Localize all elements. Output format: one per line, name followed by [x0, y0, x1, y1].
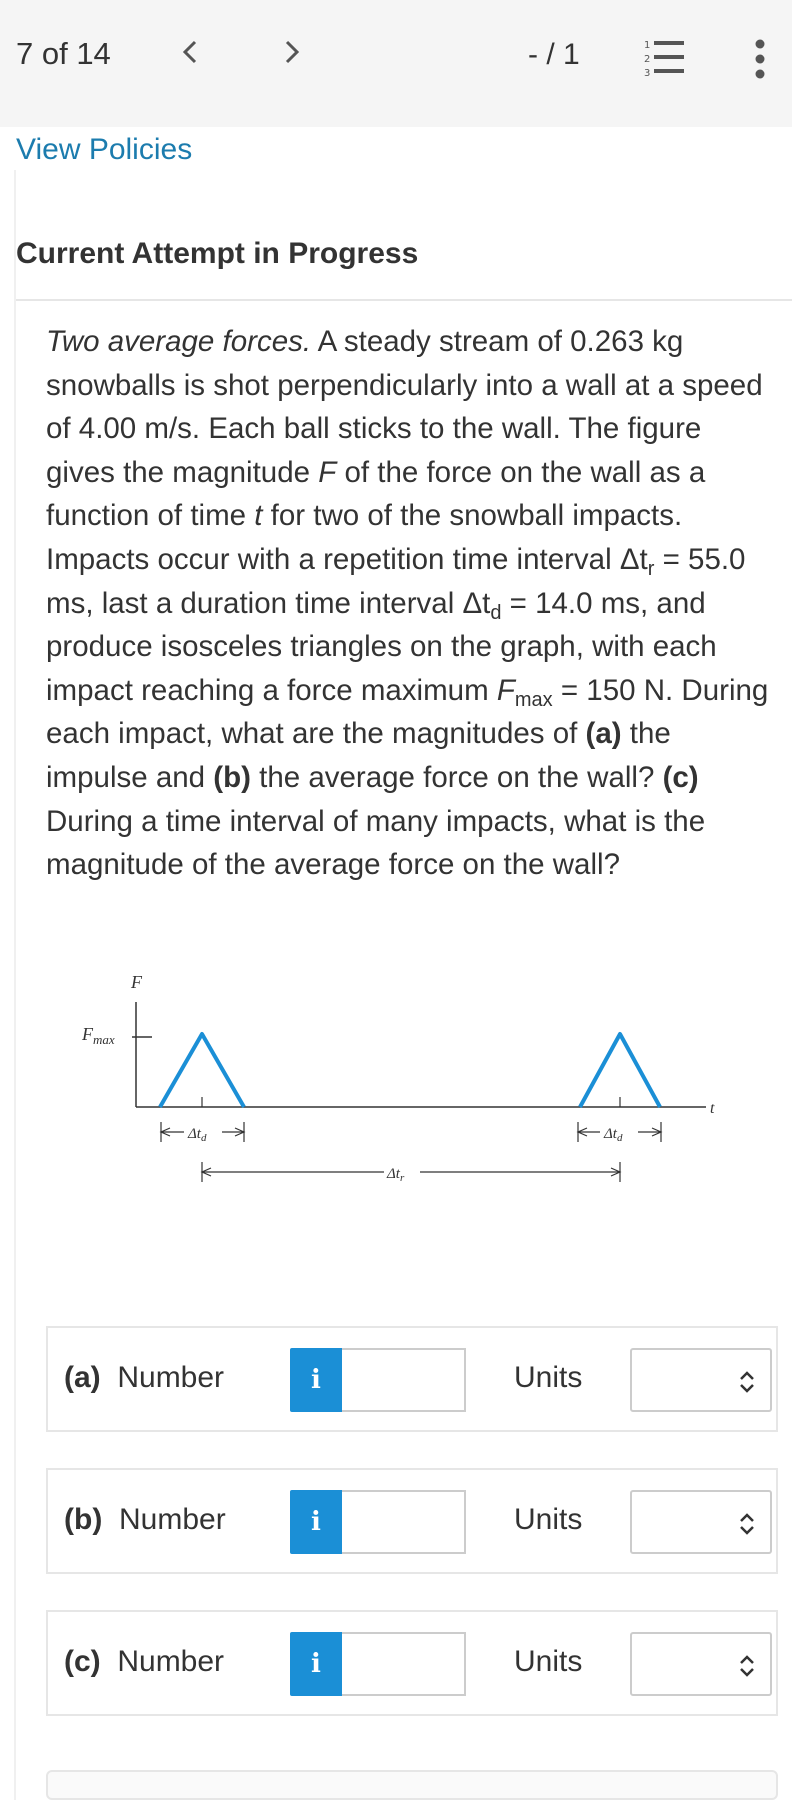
- info-icon: i: [311, 1649, 321, 1679]
- units-select-c[interactable]: [630, 1632, 772, 1696]
- units-label-c: Units: [514, 1645, 583, 1678]
- attempt-status-heading: Current Attempt in Progress: [16, 237, 419, 270]
- number-input-c[interactable]: [342, 1632, 466, 1696]
- info-button-a[interactable]: [290, 1348, 342, 1412]
- units-select-a[interactable]: [630, 1348, 772, 1412]
- info-icon: i: [311, 1365, 321, 1395]
- y-axis-label: F: [131, 972, 142, 992]
- force-time-figure: [76, 966, 756, 1206]
- answer-label-a: (a) Number: [64, 1361, 225, 1394]
- select-arrows-icon: [738, 1654, 756, 1678]
- info-button-b[interactable]: [290, 1490, 342, 1554]
- question-position: 7 of 14: [16, 36, 111, 71]
- impact-triangle-1: [160, 1034, 244, 1107]
- question-text: Two average forces. A steady stream of 0.263 kg snowballs is shot perpendicularly into a wall at a speed of 4.00 m/s. Each ball sticks to the wall. The figure gives the magnitude F of the force on the wall as a function of time t for two of the snowball impacts. Impacts occur with a repetition time interval $\Delta t_r = 55.0$ ms, last a duration time interval $\Delta t_d = 14.0$ ms, and produce isosceles triangles on the graph, with each impact reaching a force maximum $F_{max} = 150$ N. During each impact, what are the magnitudes of (a) the impulse and (b) the average force on the wall? (c) During a time interval of many impacts, what is the magnitude of the average force on the wall?: [46, 325, 769, 882]
- next-section-card: [46, 1770, 778, 1800]
- question-title: Two average forces.: [46, 325, 312, 358]
- chevron-left-icon: [180, 39, 200, 65]
- content-left-border: [14, 170, 16, 1800]
- numbered-list-icon: [640, 36, 688, 80]
- more-vertical-icon: [746, 36, 774, 84]
- page-count: - / 1: [528, 38, 580, 71]
- next-question-button[interactable]: [270, 30, 314, 74]
- chevron-right-icon: [282, 39, 302, 65]
- units-select-b[interactable]: [630, 1490, 772, 1554]
- assignment-nav-bar: [0, 0, 792, 127]
- delta-td-label-2: $\Delta t_d$: [604, 1126, 623, 1144]
- svg-text:3: 3: [644, 68, 651, 79]
- select-arrows-icon: [738, 1370, 756, 1394]
- answer-row-b: [46, 1468, 778, 1574]
- question-list-button[interactable]: [640, 36, 688, 80]
- units-label-b: Units: [514, 1503, 583, 1536]
- number-input-a[interactable]: [342, 1348, 466, 1412]
- select-arrows-icon: [738, 1512, 756, 1536]
- force-time-graph: [76, 966, 756, 1206]
- svg-text:1: 1: [644, 40, 651, 51]
- units-label-a: Units: [514, 1361, 583, 1394]
- previous-question-button[interactable]: [168, 30, 212, 74]
- t-axis-label: t: [710, 1100, 715, 1117]
- impact-triangle-2: [580, 1034, 660, 1107]
- answer-row-c: [46, 1610, 778, 1716]
- more-options-button[interactable]: [746, 36, 774, 84]
- answer-label-b: (b) Number: [64, 1503, 226, 1536]
- section-divider: [16, 299, 792, 301]
- info-icon: i: [311, 1507, 321, 1537]
- answer-label-c: (c) Number: [64, 1645, 225, 1678]
- view-policies-link[interactable]: View Policies: [16, 133, 193, 166]
- info-button-c[interactable]: [290, 1632, 342, 1696]
- delta-tr-label: $\Delta t_r$: [387, 1166, 405, 1184]
- number-input-b[interactable]: [342, 1490, 466, 1554]
- answer-row-a: [46, 1326, 778, 1432]
- fmax-label: $F_{max}$: [82, 1024, 115, 1047]
- svg-text:2: 2: [644, 54, 651, 65]
- delta-td-label-1: $\Delta t_d$: [188, 1126, 207, 1144]
